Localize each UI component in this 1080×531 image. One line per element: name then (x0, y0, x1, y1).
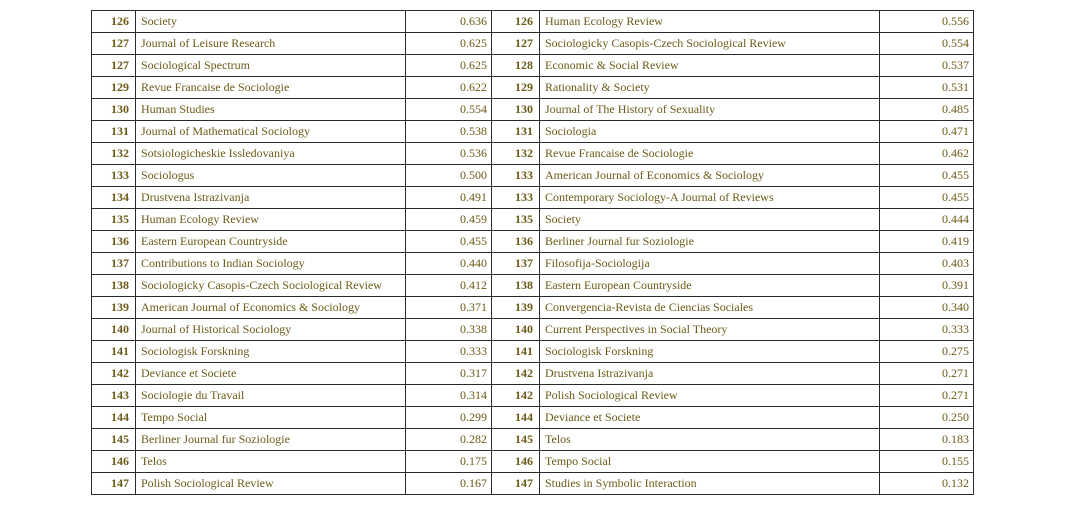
score-cell: 0.554 (406, 99, 492, 121)
rank-cell: 136 (492, 231, 540, 253)
journal-name-cell: Contemporary Sociology-A Journal of Reviews (540, 187, 880, 209)
score-cell: 0.183 (880, 429, 974, 451)
journal-name-cell: Filosofija-Sociologija (540, 253, 880, 275)
rank-cell: 141 (92, 341, 136, 363)
table-row (92, 253, 974, 275)
score-cell: 0.333 (406, 341, 492, 363)
score-cell: 0.155 (880, 451, 974, 473)
rank-cell: 138 (492, 275, 540, 297)
table-row (92, 429, 974, 451)
rank-cell: 135 (492, 209, 540, 231)
score-cell: 0.419 (880, 231, 974, 253)
score-cell: 0.471 (880, 121, 974, 143)
score-cell: 0.371 (406, 297, 492, 319)
journal-name-cell: Journal of Historical Sociology (136, 319, 406, 341)
score-cell: 0.440 (406, 253, 492, 275)
rank-cell: 145 (492, 429, 540, 451)
rank-cell: 142 (492, 363, 540, 385)
rank-cell: 140 (92, 319, 136, 341)
journal-name-cell: Current Perspectives in Social Theory (540, 319, 880, 341)
rank-cell: 136 (92, 231, 136, 253)
table-row (92, 77, 974, 99)
rank-cell: 133 (492, 187, 540, 209)
score-cell: 0.455 (880, 187, 974, 209)
score-cell: 0.299 (406, 407, 492, 429)
rank-cell: 144 (492, 407, 540, 429)
journal-name-cell: Deviance et Societe (540, 407, 880, 429)
rank-cell: 135 (92, 209, 136, 231)
rank-cell: 143 (92, 385, 136, 407)
rank-cell: 140 (492, 319, 540, 341)
rank-cell: 142 (492, 385, 540, 407)
table-row (92, 209, 974, 231)
score-cell: 0.271 (880, 385, 974, 407)
table-body (92, 11, 974, 495)
rank-cell: 129 (492, 77, 540, 99)
journal-name-cell: Sotsiologicheskie Issledovaniya (136, 143, 406, 165)
score-cell: 0.275 (880, 341, 974, 363)
journal-name-cell: Society (540, 209, 880, 231)
rank-cell: 141 (492, 341, 540, 363)
journal-name-cell: Society (136, 11, 406, 33)
rank-cell: 139 (492, 297, 540, 319)
table-row (92, 33, 974, 55)
table-row (92, 297, 974, 319)
journal-name-cell: Rationality & Society (540, 77, 880, 99)
rank-cell: 137 (492, 253, 540, 275)
rank-cell: 144 (92, 407, 136, 429)
journal-name-cell: Sociologicky Casopis-Czech Sociological Review (136, 275, 406, 297)
rank-cell: 126 (492, 11, 540, 33)
journal-name-cell: Berliner Journal fur Soziologie (136, 429, 406, 451)
table-row (92, 121, 974, 143)
score-cell: 0.537 (880, 55, 974, 77)
rank-cell: 129 (92, 77, 136, 99)
score-cell: 0.391 (880, 275, 974, 297)
journal-name-cell: Revue Francaise de Sociologie (136, 77, 406, 99)
rank-cell: 145 (92, 429, 136, 451)
journal-name-cell: Human Studies (136, 99, 406, 121)
journal-name-cell: Telos (540, 429, 880, 451)
rank-cell: 131 (92, 121, 136, 143)
score-cell: 0.412 (406, 275, 492, 297)
score-cell: 0.462 (880, 143, 974, 165)
rank-cell: 137 (92, 253, 136, 275)
table-row (92, 143, 974, 165)
journal-name-cell: Polish Sociological Review (136, 473, 406, 495)
journal-name-cell: American Journal of Economics & Sociology (136, 297, 406, 319)
journal-name-cell: Drustvena Istrazivanja (136, 187, 406, 209)
score-cell: 0.271 (880, 363, 974, 385)
table-row (92, 99, 974, 121)
journal-name-cell: Sociologisk Forskning (136, 341, 406, 363)
rank-cell: 131 (492, 121, 540, 143)
score-cell: 0.500 (406, 165, 492, 187)
journal-name-cell: Eastern European Countryside (136, 231, 406, 253)
score-cell: 0.625 (406, 33, 492, 55)
score-cell: 0.554 (880, 33, 974, 55)
rank-cell: 142 (92, 363, 136, 385)
journal-name-cell: Sociologisk Forskning (540, 341, 880, 363)
table-row (92, 341, 974, 363)
table-row (92, 187, 974, 209)
score-cell: 0.340 (880, 297, 974, 319)
rank-cell: 128 (492, 55, 540, 77)
rank-cell: 146 (92, 451, 136, 473)
journal-name-cell: Berliner Journal fur Soziologie (540, 231, 880, 253)
score-cell: 0.175 (406, 451, 492, 473)
rank-cell: 126 (92, 11, 136, 33)
score-cell: 0.636 (406, 11, 492, 33)
table-row (92, 55, 974, 77)
score-cell: 0.333 (880, 319, 974, 341)
rank-cell: 132 (92, 143, 136, 165)
score-cell: 0.622 (406, 77, 492, 99)
journal-name-cell: Human Ecology Review (540, 11, 880, 33)
journal-name-cell: Tempo Social (136, 407, 406, 429)
journal-name-cell: Economic & Social Review (540, 55, 880, 77)
rank-cell: 132 (492, 143, 540, 165)
score-cell: 0.455 (880, 165, 974, 187)
rank-cell: 127 (492, 33, 540, 55)
score-cell: 0.317 (406, 363, 492, 385)
rank-cell: 146 (492, 451, 540, 473)
score-cell: 0.491 (406, 187, 492, 209)
journal-name-cell: Studies in Symbolic Interaction (540, 473, 880, 495)
journal-name-cell: Sociologus (136, 165, 406, 187)
journal-name-cell: Sociologie du Travail (136, 385, 406, 407)
score-cell: 0.556 (880, 11, 974, 33)
journal-name-cell: Tempo Social (540, 451, 880, 473)
rank-cell: 127 (92, 55, 136, 77)
journal-name-cell: Sociological Spectrum (136, 55, 406, 77)
rank-cell: 133 (92, 165, 136, 187)
score-cell: 0.625 (406, 55, 492, 77)
rank-cell: 127 (92, 33, 136, 55)
rank-cell: 130 (92, 99, 136, 121)
score-cell: 0.132 (880, 473, 974, 495)
journal-name-cell: Polish Sociological Review (540, 385, 880, 407)
score-cell: 0.167 (406, 473, 492, 495)
journal-name-cell: Contributions to Indian Sociology (136, 253, 406, 275)
table-row (92, 363, 974, 385)
score-cell: 0.531 (880, 77, 974, 99)
journal-name-cell: Convergencia-Revista de Ciencias Sociales (540, 297, 880, 319)
score-cell: 0.485 (880, 99, 974, 121)
journal-name-cell: Sociologia (540, 121, 880, 143)
journal-name-cell: American Journal of Economics & Sociology (540, 165, 880, 187)
score-cell: 0.536 (406, 143, 492, 165)
journal-name-cell: Drustvena Istrazivanja (540, 363, 880, 385)
rank-cell: 147 (92, 473, 136, 495)
table-row (92, 11, 974, 33)
journal-name-cell: Deviance et Societe (136, 363, 406, 385)
journal-name-cell: Journal of Leisure Research (136, 33, 406, 55)
journal-name-cell: Sociologicky Casopis-Czech Sociological Review (540, 33, 880, 55)
journal-name-cell: Journal of The History of Sexuality (540, 99, 880, 121)
score-cell: 0.403 (880, 253, 974, 275)
journal-name-cell: Telos (136, 451, 406, 473)
score-cell: 0.538 (406, 121, 492, 143)
table-row (92, 473, 974, 495)
journal-name-cell: Human Ecology Review (136, 209, 406, 231)
journal-name-cell: Eastern European Countryside (540, 275, 880, 297)
journal-name-cell: Revue Francaise de Sociologie (540, 143, 880, 165)
table-row (92, 275, 974, 297)
journal-name-cell: Journal of Mathematical Sociology (136, 121, 406, 143)
score-cell: 0.314 (406, 385, 492, 407)
score-cell: 0.444 (880, 209, 974, 231)
journal-ranking-table (91, 10, 974, 495)
table-row (92, 231, 974, 253)
table-row (92, 385, 974, 407)
rank-cell: 133 (492, 165, 540, 187)
table-row (92, 451, 974, 473)
rank-cell: 147 (492, 473, 540, 495)
score-cell: 0.338 (406, 319, 492, 341)
table-row (92, 407, 974, 429)
score-cell: 0.459 (406, 209, 492, 231)
score-cell: 0.282 (406, 429, 492, 451)
score-cell: 0.455 (406, 231, 492, 253)
rank-cell: 139 (92, 297, 136, 319)
rank-cell: 130 (492, 99, 540, 121)
table-row (92, 165, 974, 187)
score-cell: 0.250 (880, 407, 974, 429)
table-row (92, 319, 974, 341)
rank-cell: 138 (92, 275, 136, 297)
rank-cell: 134 (92, 187, 136, 209)
